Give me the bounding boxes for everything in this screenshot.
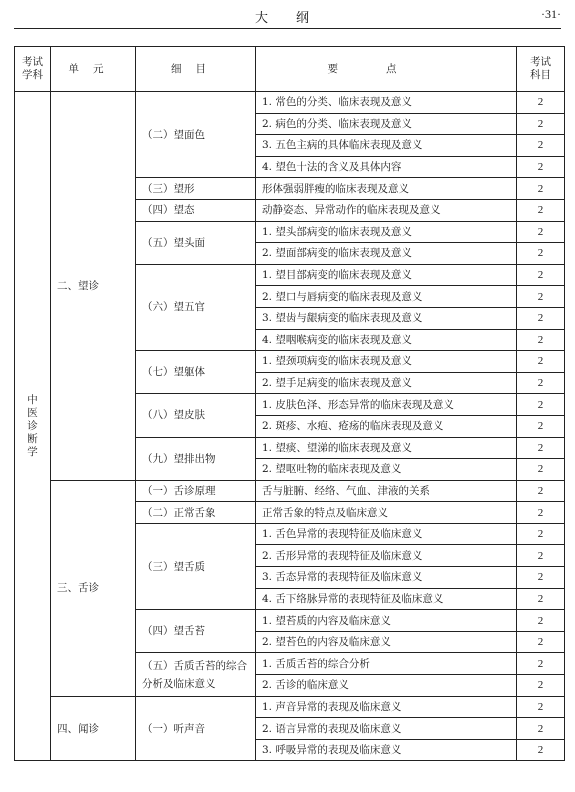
level-cell: 2 [517,199,565,221]
item-cell: （六）望五官 [136,264,256,350]
level-cell: 2 [517,221,565,243]
level-cell: 2 [517,351,565,373]
level-cell: 2 [517,178,565,200]
level-cell: 2 [517,631,565,653]
point-cell: 2. 望苔色的内容及临床意义 [256,631,517,653]
point-cell: 2. 望面部病变的临床表现及意义 [256,243,517,265]
point-cell: 1. 望颈项病变的临床表现及意义 [256,351,517,373]
level-cell: 2 [517,135,565,157]
table-row [15,480,565,502]
level-cell: 2 [517,718,565,740]
header-points: 要点 [256,47,517,92]
running-title: 大纲 [255,11,338,26]
level-cell: 2 [517,92,565,114]
point-cell: 舌与脏腑、经络、气血、津液的关系 [256,480,517,502]
level-cell: 2 [517,588,565,610]
point-cell: 1. 舌色异常的表现特征及临床意义 [256,523,517,545]
point-cell: 3. 舌态异常的表现特征及临床意义 [256,567,517,589]
level-cell: 2 [517,329,565,351]
point-cell: 2. 舌形异常的表现特征及临床意义 [256,545,517,567]
table-row [15,92,565,114]
point-cell: 2. 语言异常的表现及临床意义 [256,718,517,740]
level-cell: 2 [517,696,565,718]
point-cell: 3. 呼吸异常的表现及临床意义 [256,739,517,761]
item-cell: （九）望排出物 [136,437,256,480]
level-cell: 2 [517,545,565,567]
page-number: ·31· [541,7,561,21]
level-cell: 2 [517,437,565,459]
unit-cell: 二、望诊 [51,92,136,481]
point-cell: 正常舌象的特点及临床意义 [256,502,517,524]
point-cell: 1. 舌质舌苔的综合分析 [256,653,517,675]
level-cell: 2 [517,675,565,697]
item-cell: （一）听声音 [136,696,256,761]
point-cell: 4. 望咽喉病变的临床表现及意义 [256,329,517,351]
header-item: 细目 [136,47,256,92]
subject-label: 中医诊断学 [27,393,38,458]
point-cell: 2. 望口与唇病变的临床表现及意义 [256,286,517,308]
point-cell: 2. 望手足病变的临床表现及意义 [256,372,517,394]
item-cell: （三）望形 [136,178,256,200]
level-cell: 2 [517,286,565,308]
item-cell: （七）望躯体 [136,351,256,394]
header-level: 考试科目 [517,47,565,92]
item-cell: （四）望舌苔 [136,610,256,653]
level-cell: 2 [517,480,565,502]
level-cell: 2 [517,264,565,286]
item-cell: （五）望头面 [136,221,256,264]
point-cell: 1. 声音异常的表现及临床意义 [256,696,517,718]
point-cell: 2. 斑疹、水疱、疮疡的临床表现及意义 [256,415,517,437]
point-cell: 动静姿态、异常动作的临床表现及意义 [256,199,517,221]
level-cell: 2 [517,372,565,394]
level-cell: 2 [517,415,565,437]
level-cell: 2 [517,243,565,265]
item-cell: （一）舌诊原理 [136,480,256,502]
point-cell: 1. 望头部病变的临床表现及意义 [256,221,517,243]
point-cell: 1. 望目部病变的临床表现及意义 [256,264,517,286]
item-cell: （三）望舌质 [136,523,256,609]
point-cell: 1. 望痰、望涕的临床表现及意义 [256,437,517,459]
level-cell: 2 [517,459,565,481]
table-row [15,696,565,718]
point-cell: 2. 望呕吐物的临床表现及意义 [256,459,517,481]
unit-cell: 四、闻诊 [51,696,136,761]
syllabus-table [14,46,565,761]
header-subject: 考试学科 [15,47,51,92]
level-cell: 2 [517,610,565,632]
level-cell: 2 [517,739,565,761]
point-cell: 2. 病色的分类、临床表现及意义 [256,113,517,135]
item-cell: （八）望皮肤 [136,394,256,437]
level-cell: 2 [517,653,565,675]
table-header-row [15,47,565,92]
point-cell: 形体强弱胖瘦的临床表现及意义 [256,178,517,200]
point-cell: 3. 望齿与龈病变的临床表现及意义 [256,307,517,329]
level-cell: 2 [517,394,565,416]
level-cell: 2 [517,156,565,178]
point-cell: 3. 五色主病的具体临床表现及意义 [256,135,517,157]
level-cell: 2 [517,113,565,135]
item-cell: （二）望面色 [136,92,256,178]
level-cell: 2 [517,502,565,524]
point-cell: 1. 望苔质的内容及临床意义 [256,610,517,632]
point-cell: 4. 舌下络脉异常的表现特征及临床意义 [256,588,517,610]
item-cell: （五）舌质舌苔的综合分析及临床意义 [136,653,256,696]
item-cell: （四）望态 [136,199,256,221]
running-header [0,0,575,30]
point-cell: 1. 常色的分类、临床表现及意义 [256,92,517,114]
header-unit: 单元 [51,47,136,92]
item-cell: （二）正常舌象 [136,502,256,524]
subject-cell [15,92,51,761]
header-rule [14,28,561,29]
point-cell: 4. 望色十法的含义及具体内容 [256,156,517,178]
level-cell: 2 [517,523,565,545]
level-cell: 2 [517,307,565,329]
point-cell: 1. 皮肤色泽、形态异常的临床表现及意义 [256,394,517,416]
point-cell: 2. 舌诊的临床意义 [256,675,517,697]
unit-cell: 三、舌诊 [51,480,136,696]
level-cell: 2 [517,567,565,589]
